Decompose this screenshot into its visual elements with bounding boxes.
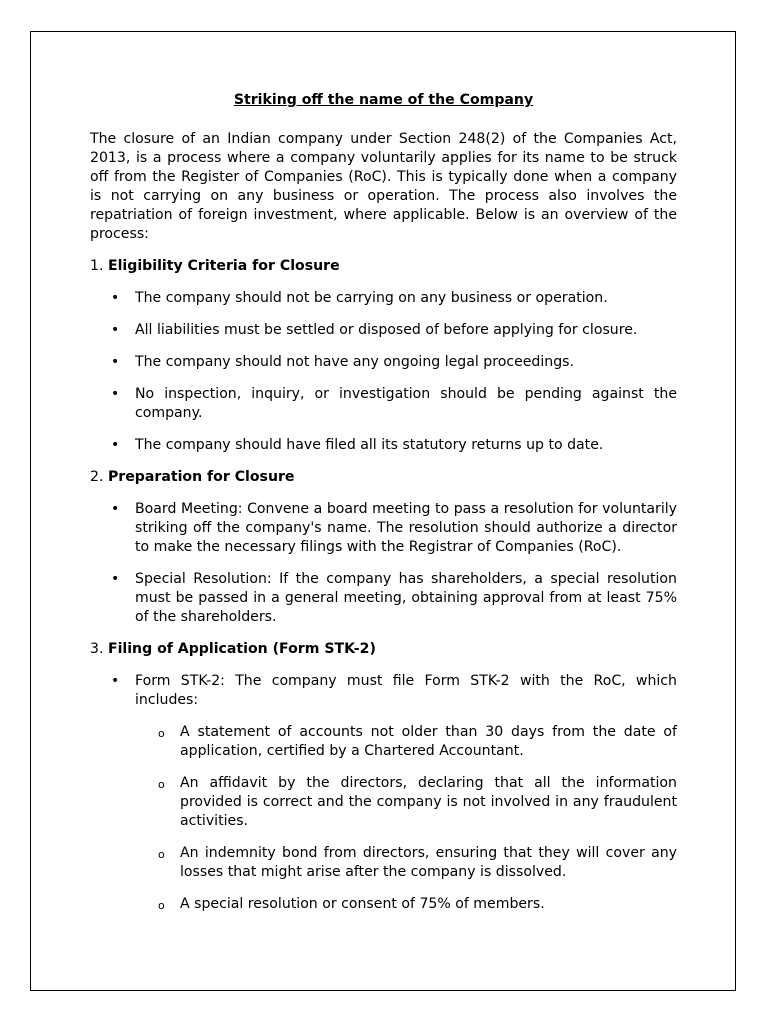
circle-bullet-icon: o <box>158 778 165 791</box>
stk2-contents-list <box>135 723 677 914</box>
bullet-icon: • <box>111 322 120 338</box>
circle-bullet-icon: o <box>158 848 165 861</box>
list-item-text: The company should not be carrying on any business or operation. <box>135 290 608 306</box>
sub-list-item <box>135 895 677 914</box>
sub-list-item <box>135 774 677 831</box>
list-item-text: Form STK-2: The company must file Form STK-2 with the RoC, which includes: <box>135 673 677 708</box>
list-item <box>90 500 677 557</box>
section-heading-filing <box>90 640 677 659</box>
intro-paragraph: The closure of an Indian company under Section 248(2) of the Companies Act, 2013, is a process where a company voluntarily applies for its name to be struck off from the Register of Companies (RoC). This is typically done when a company is not carrying on any business or operation. The process also involves the repatriation of foreign investment, where applicable. Below is an overview of the process: <box>90 131 677 242</box>
preparation-list <box>90 500 677 627</box>
bullet-icon: • <box>111 571 120 587</box>
list-item <box>90 672 677 914</box>
list-item-text: All liabilities must be settled or disposed of before applying for closure. <box>135 322 638 338</box>
sub-list-item-text: An affidavit by the directors, declaring that all the information provided is correct and the company is not involved in any fraudulent activities. <box>180 775 677 829</box>
bullet-icon: • <box>111 437 120 453</box>
list-item <box>90 321 677 340</box>
bullet-icon: • <box>111 673 120 689</box>
sub-list-item <box>135 723 677 761</box>
list-item-text: No inspection, inquiry, or investigation should be pending against the company. <box>135 386 677 421</box>
filing-list <box>90 672 677 914</box>
document-title: Striking off the name of the Company <box>233 92 534 108</box>
circle-bullet-icon: o <box>158 899 165 912</box>
section-number: 2. <box>90 469 104 485</box>
sub-list-item-text: A statement of accounts not older than 30 days from the date of application, certified by a Chartered Accountant. <box>180 724 677 759</box>
section-title: Preparation for Closure <box>107 469 295 485</box>
sub-list-item-text: An indemnity bond from directors, ensuring that they will cover any losses that might arise after the company is dissolved. <box>180 845 677 880</box>
section-title: Eligibility Criteria for Closure <box>107 258 340 274</box>
list-item <box>90 436 677 455</box>
list-item-text: The company should have filed all its statutory returns up to date. <box>135 437 604 453</box>
list-item <box>90 353 677 372</box>
list-item <box>90 289 677 308</box>
bullet-icon: • <box>111 501 120 517</box>
eligibility-list <box>90 289 677 455</box>
document-body <box>90 91 677 927</box>
list-item <box>90 385 677 423</box>
list-item-text: Special Resolution: If the company has shareholders, a special resolution must be passed in a general meeting, obtaining approval from at least 75% of the shareholders. <box>135 571 677 625</box>
list-item-text: Board Meeting: Convene a board meeting to pass a resolution for voluntarily striking off the company's name. The resolution should authorize a director to make the necessary filings with the Registrar of Companies (RoC). <box>135 501 677 555</box>
section-title: Filing of Application (Form STK-2) <box>107 641 376 657</box>
list-item-text: The company should not have any ongoing legal proceedings. <box>135 354 574 370</box>
sub-list-item-text: A special resolution or consent of 75% of members. <box>180 896 545 912</box>
section-number: 1. <box>90 258 104 274</box>
list-item <box>90 570 677 627</box>
section-number: 3. <box>90 641 104 657</box>
sub-list-item <box>135 844 677 882</box>
circle-bullet-icon: o <box>158 727 165 740</box>
section-heading-eligibility <box>90 257 677 276</box>
bullet-icon: • <box>111 290 120 306</box>
bullet-icon: • <box>111 354 120 370</box>
section-heading-preparation <box>90 468 677 487</box>
bullet-icon: • <box>111 386 120 402</box>
